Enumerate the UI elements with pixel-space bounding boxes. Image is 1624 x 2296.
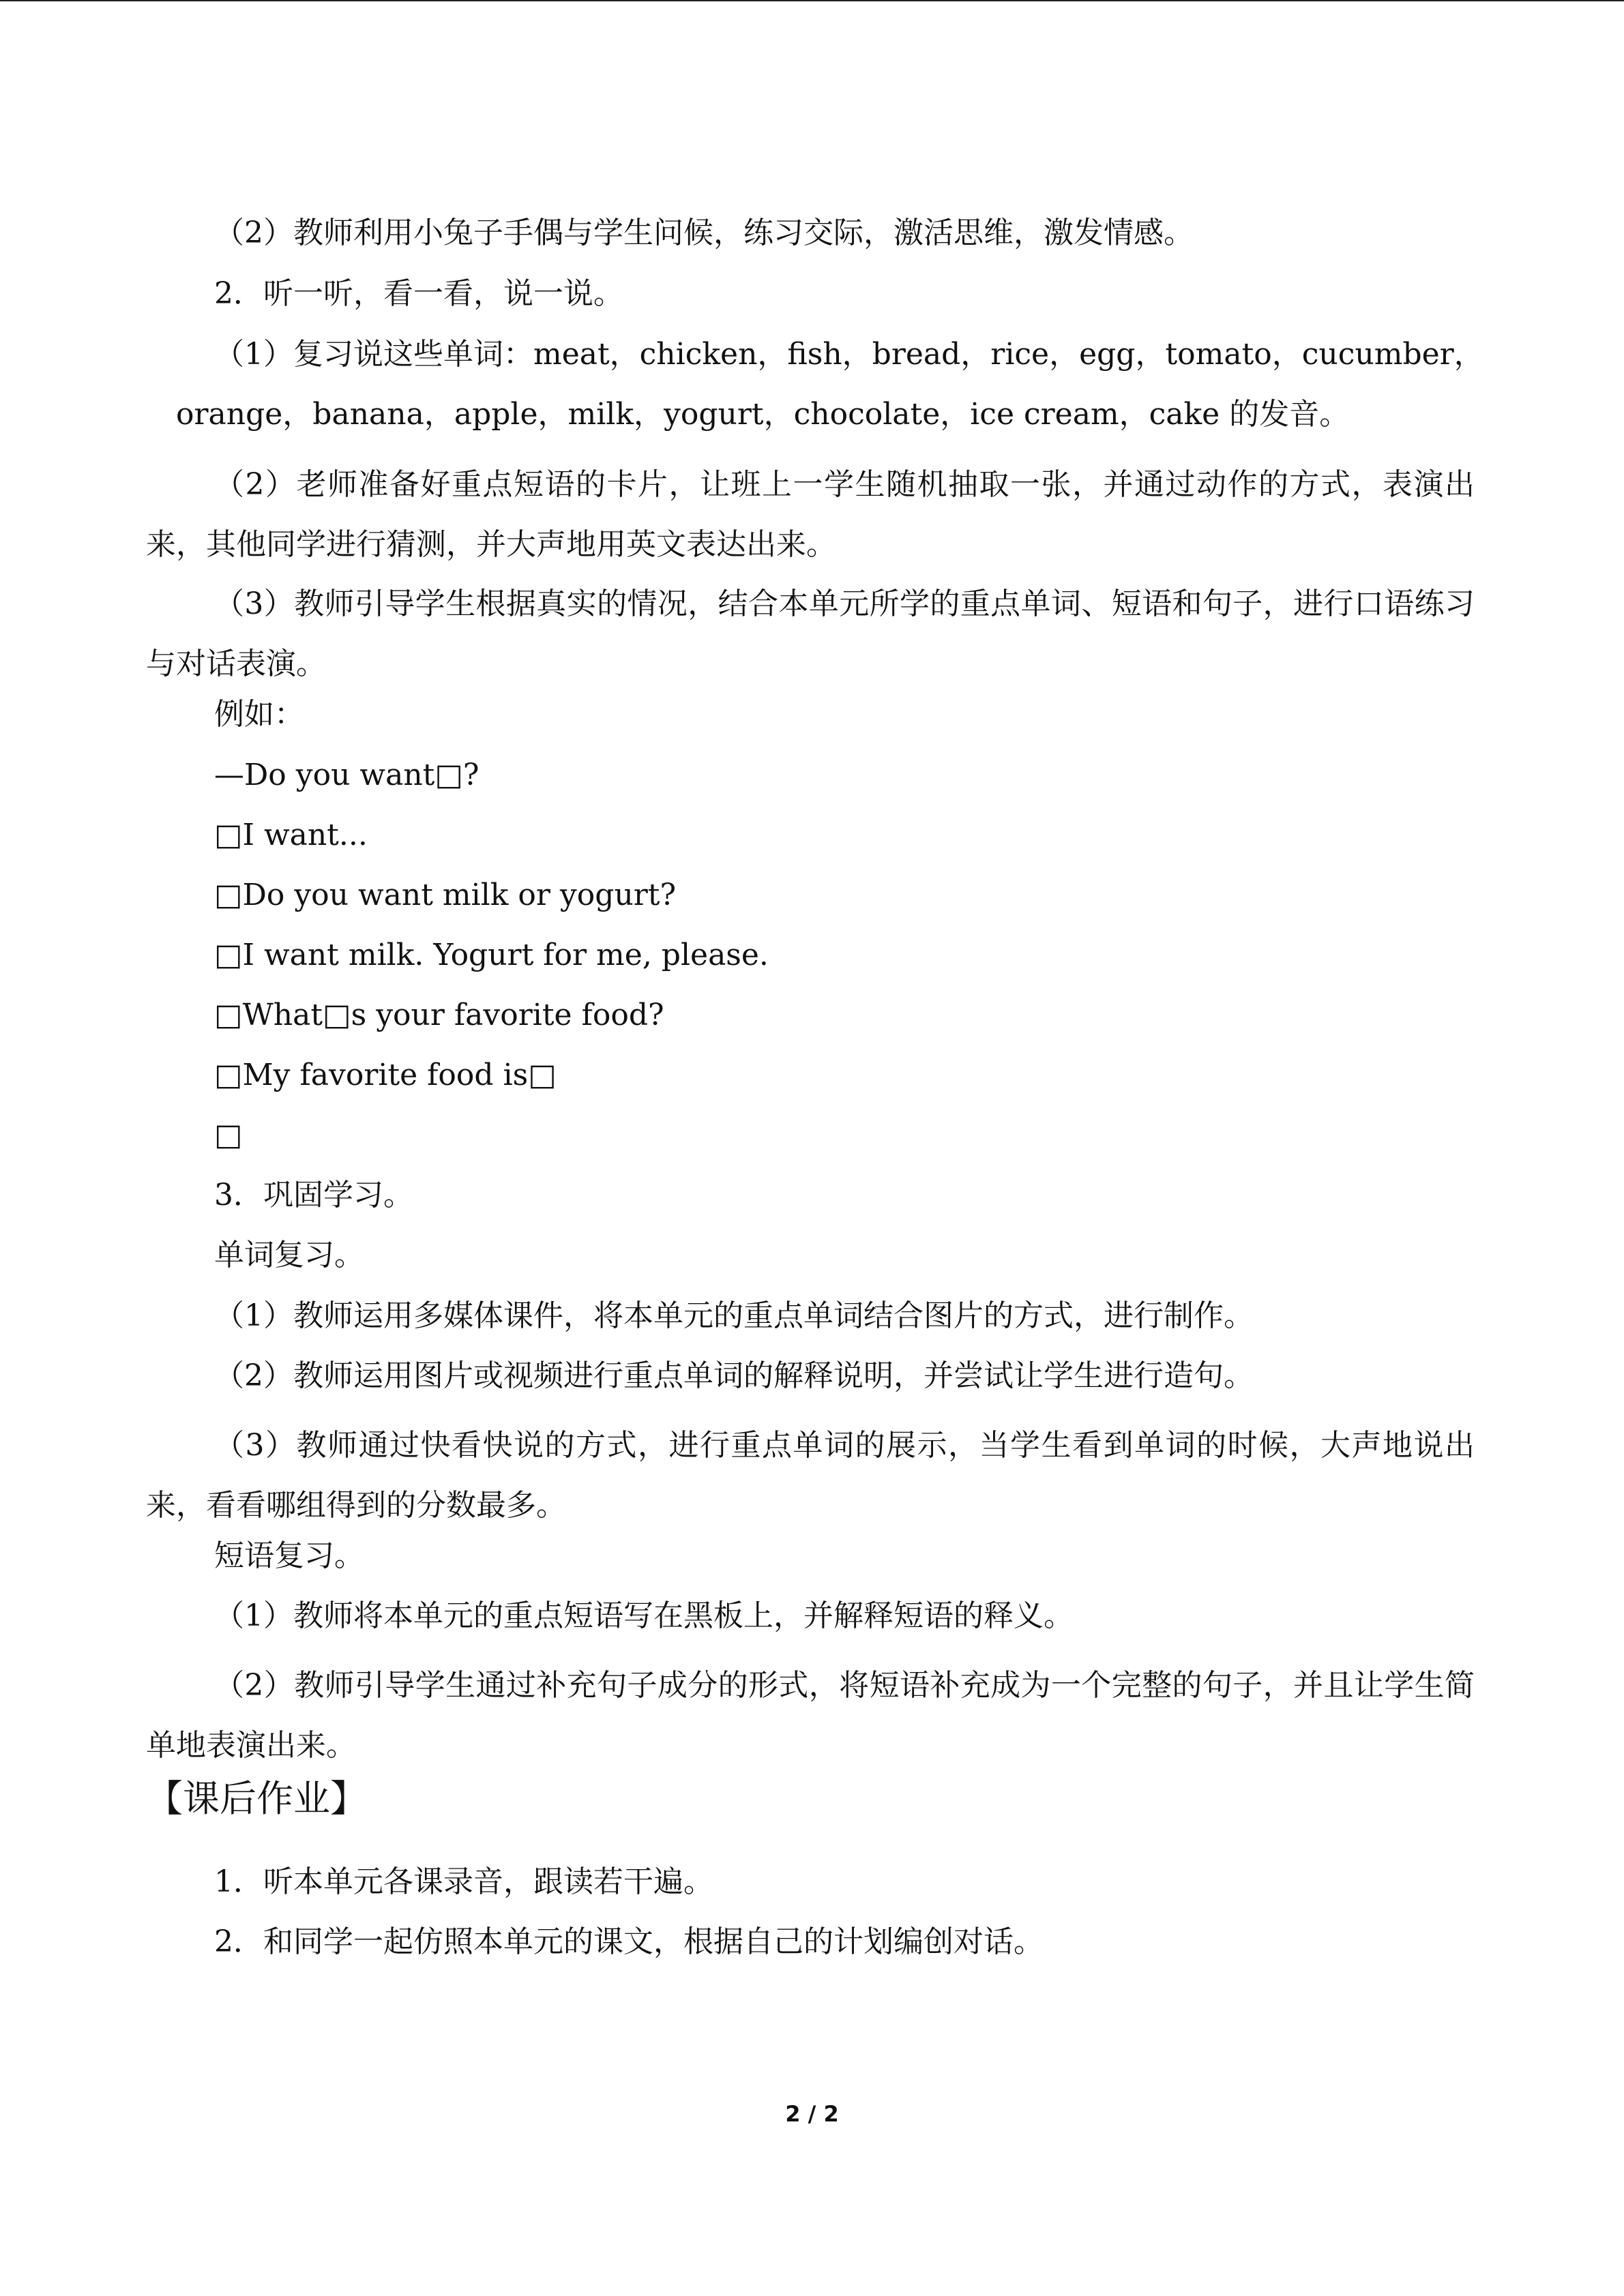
paragraph: （2）教师运用图片或视频进行重点单词的解释说明，并尝试让学生进行造句。	[214, 1358, 1254, 1393]
example-label: 例如：	[214, 697, 304, 732]
top-border-line	[0, 0, 1624, 1]
dialogue-line: □Do you want milk or yogurt?	[214, 878, 677, 912]
paragraph: （3）教师通过快看快说的方式，进行重点单词的展示，当学生看到单词的时候，大声地说出来，看看哪组得到的分数最多。	[146, 1428, 1475, 1523]
dialogue-line: □What□s your favorite food?	[214, 998, 664, 1032]
dialogue-line: —Do you want□?	[214, 758, 479, 792]
paragraph: （2）教师利用小兔子手偶与学生问候，练习交际，激活思维，激发情感。	[214, 215, 1194, 250]
paragraph: （1）教师将本单元的重点短语写在黑板上，并解释短语的释义。	[214, 1598, 1074, 1633]
paragraph-continuation: orange，banana，apple，milk，yogurt，chocolate，ice cream，cake 的发音。	[176, 397, 1350, 432]
section-heading-listen-look-say: 2．听一听，看一看，说一说。	[214, 276, 623, 311]
dialogue-line: □	[214, 1118, 243, 1152]
homework-heading: 【课后作业】	[146, 1777, 367, 1820]
subheading-word-review: 单词复习。	[214, 1238, 364, 1272]
subheading-phrase-review: 短语复习。	[214, 1538, 364, 1573]
homework-item: 1．听本单元各课录音，跟读若干遍。	[214, 1864, 713, 1899]
homework-item: 2．和同学一起仿照本单元的课文，根据自己的计划编创对话。	[214, 1924, 1044, 1959]
dialogue-line: □I want milk. Yogurt for me, please.	[214, 938, 769, 972]
paragraph: （3）教师引导学生根据真实的情况，结合本单元所学的重点单词、短语和句子，进行口语练习与对话表演。	[146, 586, 1475, 681]
dialogue-line: □I want...	[214, 818, 368, 852]
paragraph: （2）老师准备好重点短语的卡片，让班上一学生随机抽取一张，并通过动作的方式，表演出来，其他同学进行猜测，并大声地用英文表达出来。	[146, 467, 1475, 562]
paragraph: （2）教师引导学生通过补充句子成分的形式，将短语补充成为一个完整的句子，并且让学生简单地表演出来。	[146, 1668, 1475, 1763]
page-number: 2 / 2	[785, 2101, 839, 2127]
section-heading-consolidation: 3．巩固学习。	[214, 1178, 413, 1212]
dialogue-line: □My favorite food is□	[214, 1058, 557, 1092]
paragraph: （1）复习说这些单词：meat，chicken，fish，bread，rice，egg，tomato，cucumber，	[214, 337, 1484, 372]
paragraph: （1）教师运用多媒体课件，将本单元的重点单词结合图片的方式，进行制作。	[214, 1298, 1254, 1333]
